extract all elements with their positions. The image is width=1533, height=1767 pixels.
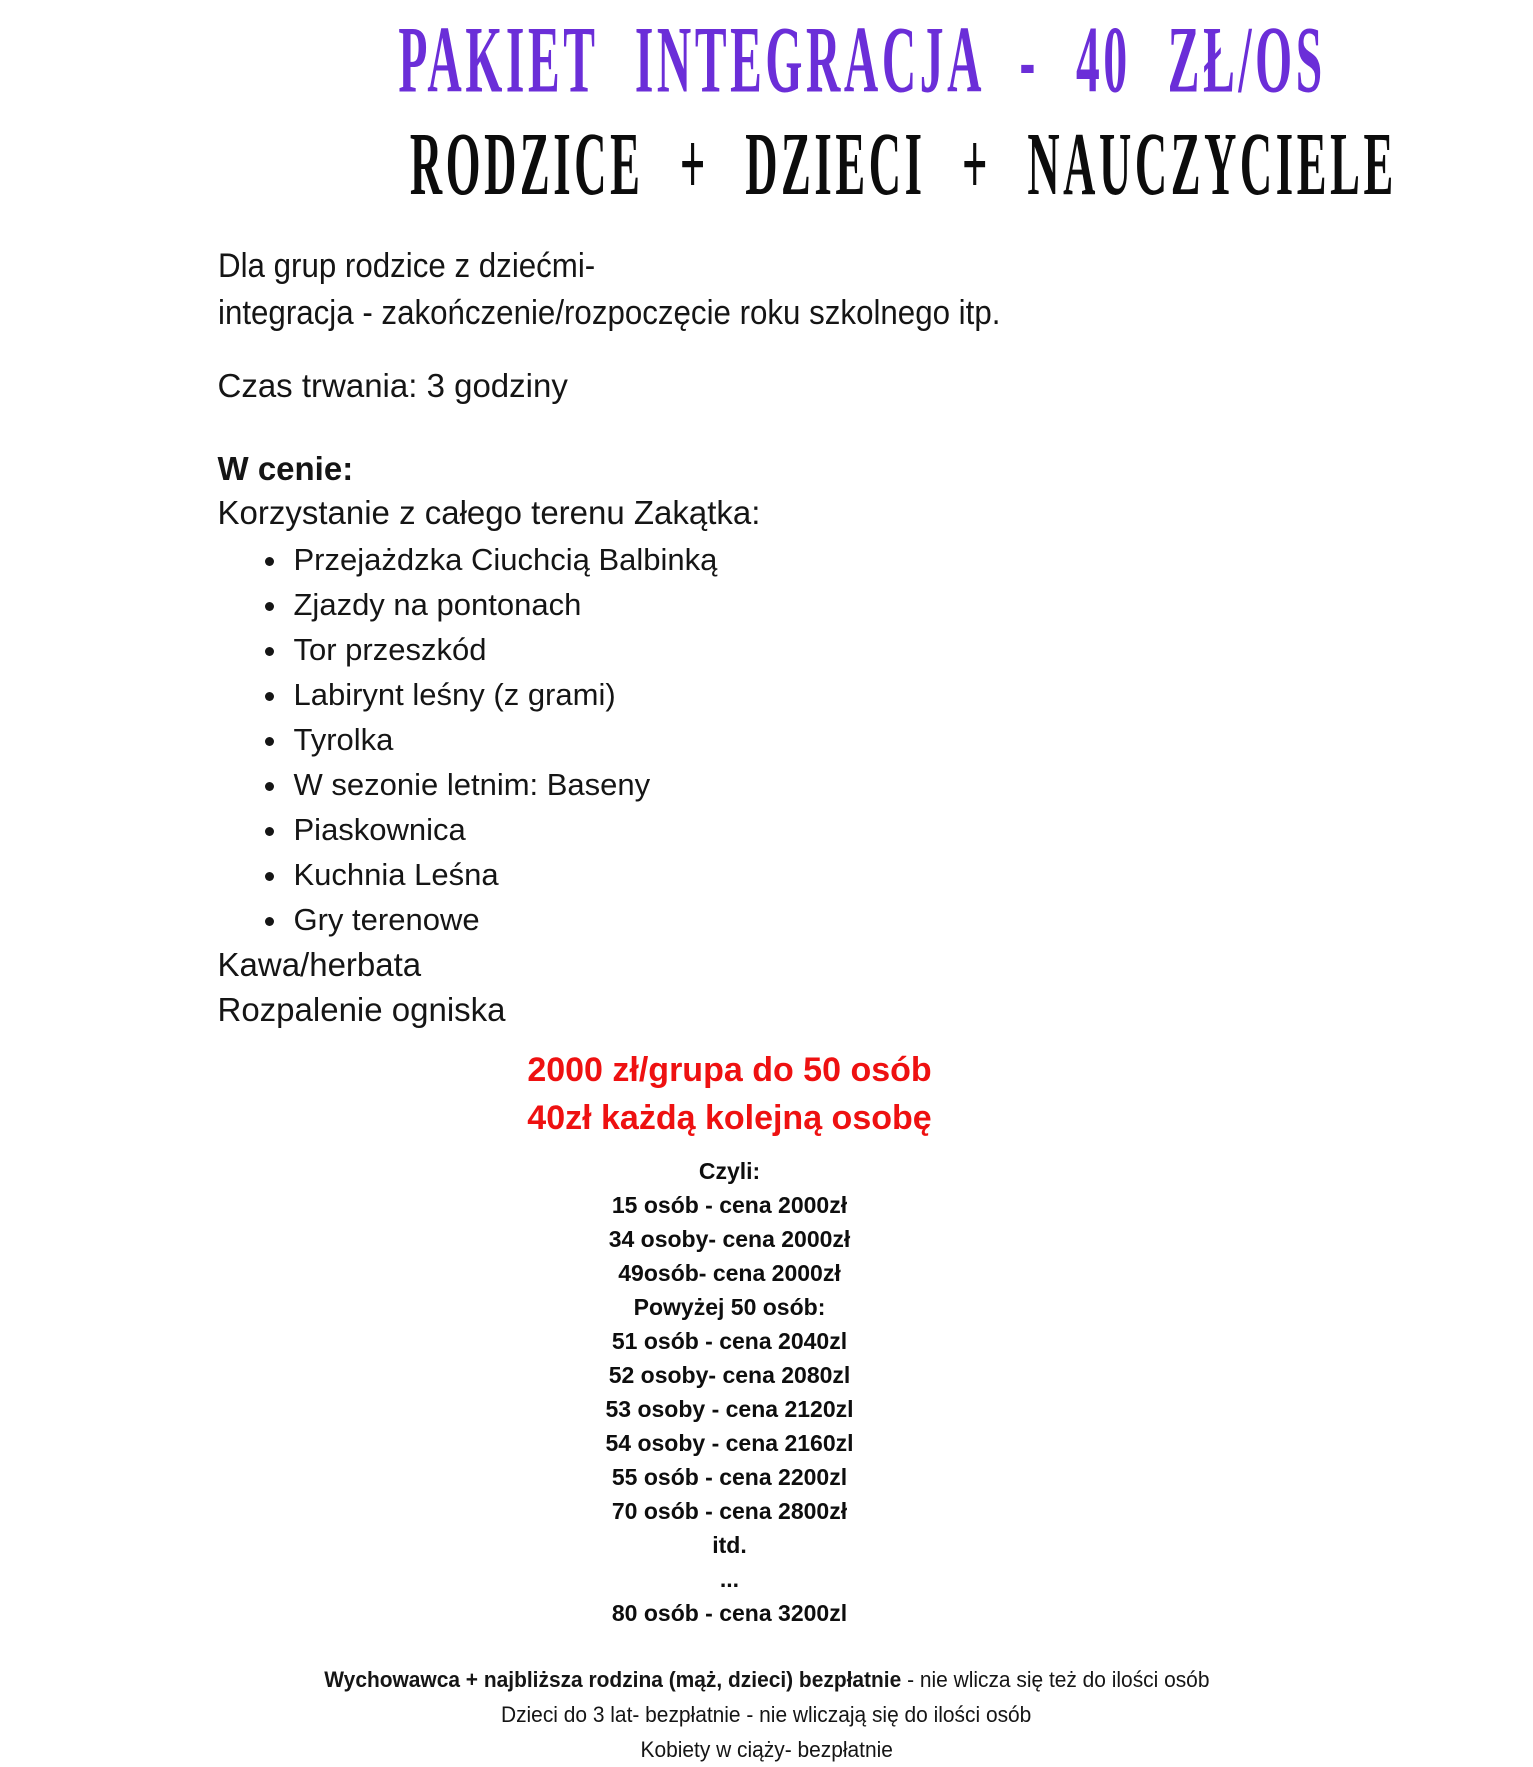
- intro-paragraph: [218, 243, 1316, 337]
- price-list-line: 52 osoby- cena 2080zl: [608, 1362, 851, 1388]
- footer-note-bold: Wychowawca + najbliższa rodzina (mąż, dzieci) bezpłatnie: [323, 1667, 901, 1692]
- list-item: • Gry terenowe: [290, 897, 1316, 942]
- price-list-line: 34 osoby- cena 2000zł: [608, 1226, 851, 1252]
- price-list-line: 70 osób - cena 2800zł: [611, 1498, 848, 1524]
- list-item: • Tor przeszkód: [290, 627, 1316, 672]
- pricing-column: [218, 1046, 1242, 1630]
- footer-note-rest: - nie wlicza się też do ilości osób: [900, 1667, 1210, 1692]
- extra-line: Rozpalenie ogniska: [217, 991, 506, 1028]
- footer-note-line: Dzieci do 3 lat- bezpłatnie - nie wliczają się do ilości osób: [501, 1702, 1032, 1727]
- footer-note-line: Kobiety w ciąży- bezpłatnie: [640, 1737, 893, 1762]
- price-list-line: itd.: [712, 1532, 747, 1558]
- price-list-line: Powyżej 50 osób:: [633, 1294, 826, 1320]
- price-list-heading: Czyli:: [698, 1158, 761, 1184]
- price-highlight-line: 40zł każdą kolejną osobę: [527, 1099, 932, 1137]
- price-list-line: 15 osób - cena 2000zł: [611, 1192, 848, 1218]
- list-item: • Zjazdy na pontonach: [290, 582, 1316, 627]
- price-list-line: 49osób- cena 2000zł: [618, 1260, 841, 1286]
- price-list-line: 55 osób - cena 2200zl: [611, 1464, 848, 1490]
- intro-line: integracja - zakończenie/rozpoczęcie roku szkolnego itp.: [217, 294, 1000, 332]
- extra-line: Kawa/herbata: [217, 946, 422, 983]
- included-heading: W cenie:: [217, 450, 354, 487]
- price-list-line: 53 osoby - cena 2120zl: [605, 1396, 854, 1422]
- page-subtitle: [218, 115, 1397, 221]
- flyer-page: [166, 0, 1397, 1762]
- list-item: • Kuchnia Leśna: [290, 852, 1316, 897]
- included-list: [218, 537, 1316, 942]
- price-list-line: ...: [719, 1566, 740, 1592]
- included-intro: Korzystanie z całego terenu Zakątka:: [217, 494, 761, 531]
- price-list-line: 80 osób - cena 3200zl: [611, 1600, 848, 1626]
- price-highlight-line: 2000 zł/grupa do 50 osób: [527, 1051, 932, 1089]
- page-title-text: PAKIET INTEGRACJA - 40 ZŁ/OS: [397, 7, 1326, 114]
- list-item: • Tyrolka: [290, 717, 1316, 762]
- list-item: • W sezonie letnim: Baseny: [290, 762, 1316, 807]
- footer-note-line: [218, 1662, 1316, 1697]
- price-list: [218, 1154, 1242, 1630]
- list-item: • Labirynt leśny (z grami): [290, 672, 1316, 717]
- intro-line: Dla grup rodzice z dziećmi-: [217, 247, 595, 285]
- duration-text: Czas trwania: 3 godziny: [217, 367, 568, 404]
- list-item: • Piaskownica: [290, 807, 1316, 852]
- flyer-header: [218, 7, 1397, 221]
- footer-notes: [218, 1662, 1316, 1767]
- price-list-line: 51 osób - cena 2040zl: [611, 1328, 848, 1354]
- price-highlight: [218, 1046, 1242, 1142]
- price-list-line: 54 osoby - cena 2160zl: [605, 1430, 854, 1456]
- page-subtitle-text: RODZICE + DZIECI + NAUCZYCIELE: [409, 115, 1397, 215]
- list-item: • Przejażdzka Ciuchcią Balbinką: [290, 537, 1316, 582]
